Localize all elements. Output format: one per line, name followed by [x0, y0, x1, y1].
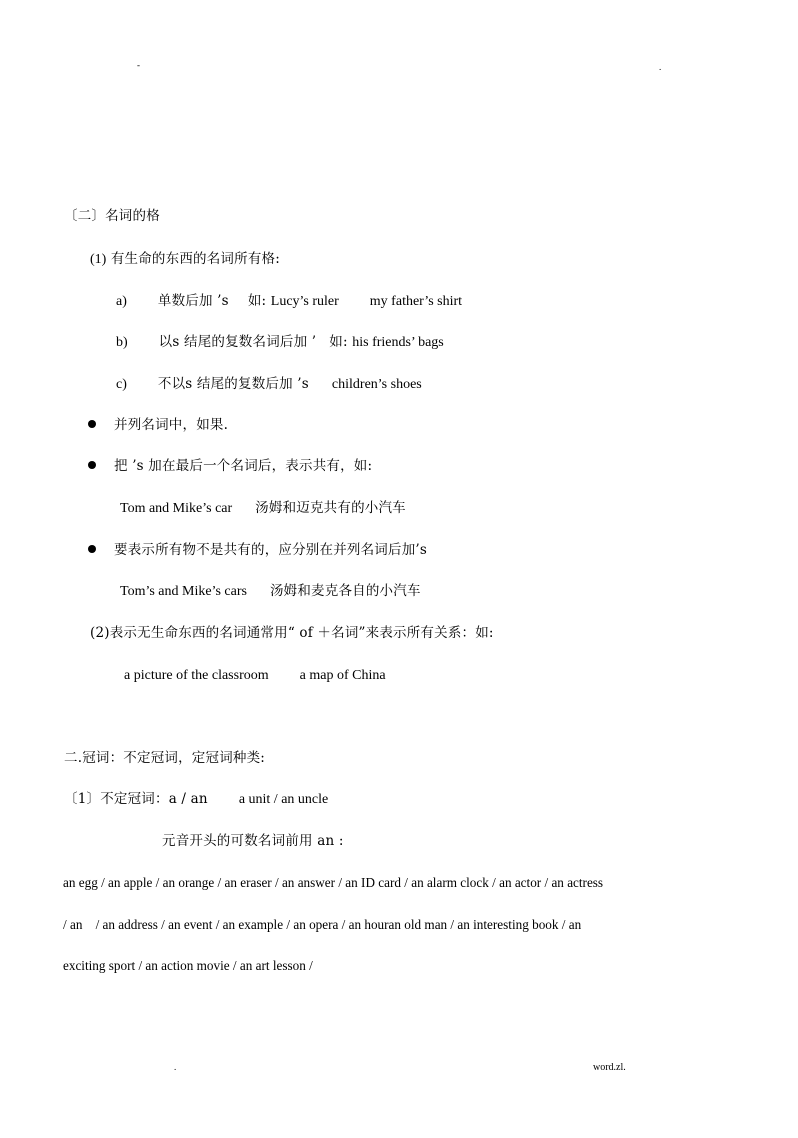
- example-line-3: exciting sport / an action movie / an art lesson /: [63, 958, 313, 973]
- rule-item-a: [116, 292, 462, 311]
- bullet-example-en: Tom’s and Mike’s cars: [120, 584, 247, 599]
- subheading-1-text: 有生命的东西的名词所有格:: [110, 251, 280, 267]
- footer-right-text: word.zl.: [593, 1062, 626, 1073]
- indefinite-article-label: 〔1〕不定冠词：a / an: [64, 791, 208, 807]
- indefinite-article-example: a unit / an uncle: [238, 792, 329, 807]
- bullet-text: 把 ’s 加在最后一个名词后，表示共有，如:: [114, 458, 373, 474]
- example-line-2: / an / an address / an event / an example / an opera / an houran old man / an interesting book / an: [63, 917, 582, 932]
- rule-item-c: [116, 375, 422, 394]
- bullet-example: [120, 499, 406, 518]
- subheading-1: [90, 250, 280, 269]
- example-line-1: an egg / an apple / an orange / an eraser / an answer / an ID card / an alarm clock / an actor / an actress: [63, 875, 604, 890]
- rule-item-example-prefix: 如:: [329, 334, 348, 350]
- rule-item-text: 以s 结尾的复数名词后加 ’: [158, 334, 317, 350]
- rule-item-example: children’s shoes: [331, 377, 422, 392]
- bullet-text: 并列名词中，如果.: [114, 417, 229, 433]
- subheading-1-number: (1): [90, 252, 107, 267]
- section-title: 〔二〕名词的格: [64, 208, 160, 224]
- vowel-rule: 元音开头的可数名词前用 an :: [162, 833, 344, 849]
- section-2-title: 二.冠词：不定冠词，定冠词种类:: [64, 750, 266, 766]
- bullet-dot: [88, 461, 96, 469]
- bullet-text: 要表示所有物不是共有的，应分别在并列名词后加’s: [114, 542, 428, 558]
- header-right-mark: .: [659, 62, 662, 72]
- rule-item-label: b): [116, 335, 128, 350]
- example-1: a picture of the classroom: [124, 668, 269, 683]
- subheading-2: (2)表示无生命东西的名词通常用“ of ＋名词”来表示所有关系：如:: [90, 625, 494, 641]
- header-left-mark: -: [137, 60, 140, 70]
- rule-item-example: his friends’ bags: [352, 335, 444, 350]
- rule-item-example-prefix: 如:: [247, 293, 267, 309]
- bullet-dot: [88, 545, 96, 553]
- rule-item-label: c): [116, 377, 127, 392]
- indefinite-article-line: [64, 790, 328, 809]
- bullet-example-zh: 汤姆和麦克各自的小汽车: [269, 583, 421, 599]
- bullet-example: [120, 582, 421, 601]
- rule-item-example: Lucy’s ruler: [270, 294, 339, 309]
- subheading-2-examples: [124, 666, 386, 685]
- footer-left-mark: .: [174, 1062, 177, 1072]
- rule-item-text: 单数后加 ’s: [157, 293, 229, 309]
- bullet-example-zh: 汤姆和迈克共有的小汽车: [255, 500, 406, 516]
- rule-item-label: a): [116, 294, 127, 309]
- bullet-dot: [88, 420, 96, 428]
- example-2: a map of China: [299, 668, 386, 683]
- rule-item-b: [116, 333, 444, 352]
- rule-item-example-2: my father’s shirt: [369, 294, 463, 309]
- rule-item-text: 不以s 结尾的复数后加 ’s: [157, 376, 309, 392]
- bullet-example-en: Tom and Mike’s car: [120, 501, 233, 516]
